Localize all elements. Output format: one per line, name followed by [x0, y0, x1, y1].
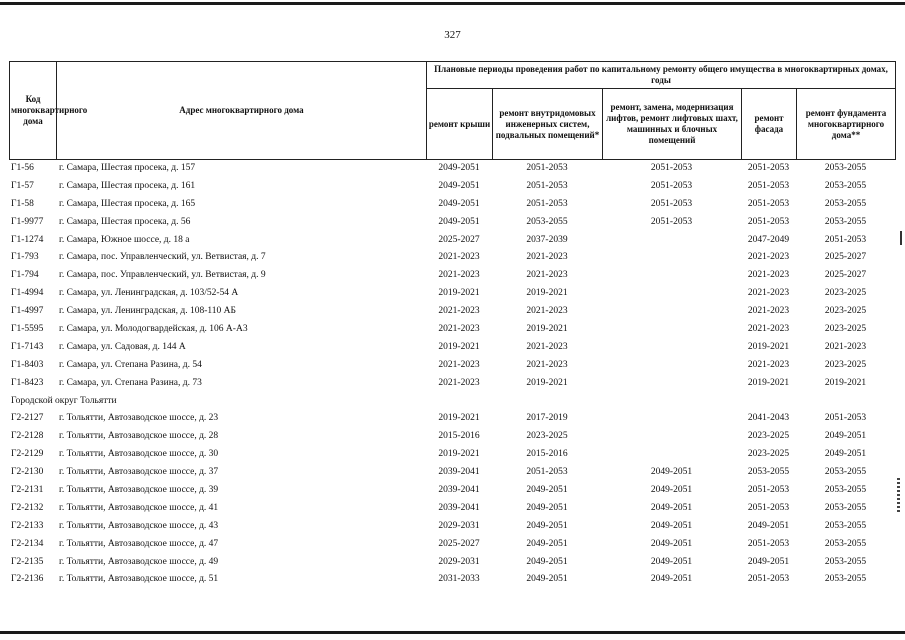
- cell-roof: 2039-2041: [438, 467, 480, 478]
- cell-systems: 2051-2053: [526, 467, 568, 478]
- group-title: Городской округ Тольятти: [11, 395, 117, 406]
- cell-address: г. Тольятти, Автозаводское шоссе, д. 47: [59, 538, 219, 549]
- cell-roof: 2021-2023: [438, 323, 480, 334]
- cell-facade: 2051-2053: [747, 484, 790, 495]
- table-body: [9, 159, 895, 588]
- cell-code: Г1-9977: [11, 216, 44, 227]
- cell-systems: 2021-2023: [526, 306, 568, 317]
- table-row: [9, 499, 895, 517]
- table-row: [9, 517, 895, 535]
- cell-facade: 2051-2053: [747, 574, 790, 585]
- cell-facade: 2023-2025: [747, 431, 790, 442]
- cell-foundation: 2049-2051: [824, 449, 867, 460]
- cell-foundation: 2021-2023: [824, 341, 867, 352]
- table-row: [9, 427, 895, 445]
- cell-code: Г1-793: [11, 252, 39, 263]
- cell-systems: 2049-2051: [526, 520, 568, 531]
- cell-code: Г1-5595: [11, 323, 44, 334]
- cell-elevators: [602, 266, 741, 284]
- cell-systems: 2023-2025: [526, 431, 568, 442]
- cell-roof: 2049-2051: [438, 216, 480, 227]
- table-header: [9, 61, 896, 160]
- cell-systems: 2019-2021: [526, 288, 568, 299]
- cell-roof: 2019-2021: [438, 288, 480, 299]
- cell-roof: 2021-2023: [438, 306, 480, 317]
- cell-systems: 2021-2023: [526, 252, 568, 263]
- cell-facade: 2021-2023: [747, 306, 790, 317]
- cell-foundation: 2053-2055: [824, 556, 867, 567]
- cell-code: Г1-4997: [11, 306, 44, 317]
- cell-foundation: 2053-2055: [824, 574, 867, 585]
- cell-elevators: [602, 320, 741, 338]
- cell-address: г. Самара, Шестая просека, д. 56: [59, 216, 191, 227]
- cell-address: г. Тольятти, Автозаводское шоссе, д. 23: [59, 413, 219, 424]
- table-row: [9, 374, 895, 392]
- cell-address: г. Самара, пос. Управленческий, ул. Ветвистая, д. 9: [59, 270, 266, 281]
- cell-systems: 2015-2016: [526, 449, 568, 460]
- cell-facade: 2053-2055: [747, 467, 790, 478]
- table-row: [9, 195, 895, 213]
- cell-address: г. Тольятти, Автозаводское шоссе, д. 51: [59, 574, 219, 585]
- cell-roof: 2049-2051: [438, 198, 480, 209]
- cell-facade: 2019-2021: [747, 377, 790, 388]
- cell-elevators: [602, 338, 741, 356]
- cell-address: г. Самара, ул. Садовая, д. 144 А: [59, 341, 186, 352]
- table-row: [9, 445, 895, 463]
- cell-code: Г1-56: [11, 162, 34, 173]
- cell-roof: 2021-2023: [438, 270, 480, 281]
- scan-edge-mark: [900, 231, 902, 245]
- cell-elevators: [602, 427, 741, 445]
- cell-systems: 2021-2023: [526, 341, 568, 352]
- cell-address: г. Тольятти, Автозаводское шоссе, д. 28: [59, 431, 219, 442]
- cell-roof: 2025-2027: [438, 234, 480, 245]
- cell-roof: 2019-2021: [438, 413, 480, 424]
- cell-code: Г2-2130: [11, 467, 44, 478]
- cell-facade: 2049-2051: [747, 520, 790, 531]
- cell-elevators: 2049-2051: [650, 467, 693, 478]
- cell-roof: 2025-2027: [438, 538, 480, 549]
- cell-code: Г1-7143: [11, 341, 44, 352]
- cell-elevators: 2051-2053: [650, 198, 693, 209]
- cell-systems: 2017-2019: [526, 413, 568, 424]
- cell-systems: 2019-2021: [526, 323, 568, 334]
- table-row: [9, 535, 895, 553]
- cell-code: Г1-1274: [11, 234, 44, 245]
- cell-systems: 2021-2023: [526, 270, 568, 281]
- cell-foundation: 2051-2053: [824, 413, 867, 424]
- cell-address: г. Самара, ул. Ленинградская, д. 103/52-54 А: [59, 288, 239, 299]
- cell-facade: 2051-2053: [747, 502, 790, 513]
- cell-address: г. Тольятти, Автозаводское шоссе, д. 49: [59, 556, 219, 567]
- cell-address: г. Самара, Шестая просека, д. 161: [59, 180, 196, 191]
- cell-facade: 2021-2023: [747, 270, 790, 281]
- cell-systems: 2049-2051: [526, 484, 568, 495]
- cell-elevators: [602, 445, 741, 463]
- cell-roof: 2015-2016: [438, 431, 480, 442]
- cell-foundation: 2019-2021: [824, 377, 867, 388]
- header-address: Адрес многоквартирного дома: [57, 62, 427, 160]
- cell-address: г. Самара, Шестая просека, д. 157: [59, 162, 196, 173]
- cell-address: г. Самара, Шестая просека, д. 165: [59, 198, 196, 209]
- cell-facade: 2021-2023: [747, 288, 790, 299]
- cell-foundation: 2023-2025: [824, 323, 867, 334]
- cell-elevators: [602, 231, 741, 249]
- cell-foundation: 2053-2055: [824, 520, 867, 531]
- table-row: [9, 302, 895, 320]
- cell-code: Г1-794: [11, 270, 39, 281]
- cell-systems: 2049-2051: [526, 556, 568, 567]
- cell-foundation: 2053-2055: [824, 502, 867, 513]
- cell-code: Г2-2128: [11, 431, 44, 442]
- page-number: 327: [444, 29, 461, 41]
- cell-address: г. Тольятти, Автозаводское шоссе, д. 30: [59, 449, 219, 460]
- cell-facade: 2023-2025: [747, 449, 790, 460]
- cell-facade: 2051-2053: [747, 162, 790, 173]
- cell-code: Г1-58: [11, 198, 34, 209]
- header-facade: ремонт фасада: [742, 89, 797, 160]
- cell-code: Г2-2136: [11, 574, 44, 585]
- scan-edge-dots: [897, 478, 900, 514]
- header-periods-group: Плановые периоды проведения работ по капитальному ремонту общего имущества в многоквартирных домах, годы: [427, 62, 896, 89]
- cell-foundation: 2023-2025: [824, 306, 867, 317]
- cell-elevators: [602, 248, 741, 266]
- cell-roof: 2049-2051: [438, 180, 480, 191]
- cell-systems: 2019-2021: [526, 377, 568, 388]
- cell-address: г. Тольятти, Автозаводское шоссе, д. 41: [59, 502, 219, 513]
- cell-facade: 2021-2023: [747, 359, 790, 370]
- cell-systems: 2051-2053: [526, 162, 568, 173]
- cell-foundation: 2053-2055: [824, 198, 867, 209]
- top-rule: [0, 2, 905, 5]
- table-row: [9, 463, 895, 481]
- cell-elevators: [602, 356, 741, 374]
- cell-facade: 2021-2023: [747, 323, 790, 334]
- cell-elevators: 2049-2051: [650, 556, 693, 567]
- table-row: [9, 159, 895, 177]
- header-roof: ремонт крыши: [427, 89, 493, 160]
- cell-code: Г2-2133: [11, 520, 44, 531]
- cell-foundation: 2053-2055: [824, 216, 867, 227]
- table-row: [9, 553, 895, 571]
- cell-systems: 2049-2051: [526, 538, 568, 549]
- header-code: Код многоквартирного дома: [10, 62, 57, 160]
- cell-elevators: 2051-2053: [650, 180, 693, 191]
- cell-systems: 2051-2053: [526, 180, 568, 191]
- cell-code: Г1-4994: [11, 288, 44, 299]
- table-row: [9, 213, 895, 231]
- data-table: [9, 159, 895, 588]
- cell-elevators: 2049-2051: [650, 538, 693, 549]
- cell-roof: 2029-2031: [438, 556, 480, 567]
- cell-address: г. Самара, ул. Степана Разина, д. 73: [59, 377, 202, 388]
- cell-foundation: 2053-2055: [824, 467, 867, 478]
- cell-foundation: 2025-2027: [824, 252, 867, 263]
- cell-foundation: 2053-2055: [824, 538, 867, 549]
- cell-roof: 2039-2041: [438, 484, 480, 495]
- cell-foundation: 2023-2025: [824, 359, 867, 370]
- cell-code: Г2-2129: [11, 449, 44, 460]
- cell-elevators: 2051-2053: [650, 216, 693, 227]
- cell-address: г. Тольятти, Автозаводское шоссе, д. 39: [59, 484, 219, 495]
- table-row: [9, 284, 895, 302]
- cell-foundation: 2053-2055: [824, 162, 867, 173]
- cell-roof: 2021-2023: [438, 359, 480, 370]
- cell-code: Г1-8403: [11, 359, 44, 370]
- cell-systems: 2049-2051: [526, 502, 568, 513]
- cell-facade: 2051-2053: [747, 216, 790, 227]
- header-foundation: ремонт фундамента многоквартирного дома**: [797, 89, 896, 160]
- cell-roof: 2021-2023: [438, 252, 480, 263]
- cell-code: Г1-57: [11, 180, 34, 191]
- cell-elevators: 2049-2051: [650, 484, 693, 495]
- cell-elevators: 2049-2051: [650, 502, 693, 513]
- cell-facade: 2047-2049: [747, 234, 790, 245]
- cell-foundation: 2023-2025: [824, 288, 867, 299]
- cell-code: Г2-2135: [11, 556, 44, 567]
- cell-systems: 2021-2023: [526, 359, 568, 370]
- table-row: [9, 409, 895, 427]
- header-elevators: ремонт, замена, модернизация лифтов, ремонт лифтовых шахт, машинных и блочных помещений: [603, 89, 742, 160]
- cell-facade: 2051-2053: [747, 198, 790, 209]
- cell-address: г. Самара, пос. Управленческий, ул. Ветвистая, д. 7: [59, 252, 266, 263]
- cell-address: г. Самара, Южное шоссе, д. 18 а: [59, 234, 190, 245]
- table-row: [9, 266, 895, 284]
- cell-facade: 2041-2043: [747, 413, 790, 424]
- cell-code: Г2-2131: [11, 484, 44, 495]
- table-group-row: [9, 392, 895, 410]
- cell-address: г. Самара, ул. Молодогвардейская, д. 106 А-А3: [59, 323, 248, 334]
- cell-elevators: [602, 374, 741, 392]
- table-row: [9, 356, 895, 374]
- cell-facade: 2051-2053: [747, 538, 790, 549]
- cell-facade: 2021-2023: [747, 252, 790, 263]
- cell-foundation: 2053-2055: [824, 484, 867, 495]
- cell-facade: 2051-2053: [747, 180, 790, 191]
- cell-code: Г2-2132: [11, 502, 44, 513]
- table-row: [9, 570, 895, 588]
- cell-address: г. Тольятти, Автозаводское шоссе, д. 37: [59, 467, 219, 478]
- cell-roof: 2039-2041: [438, 502, 480, 513]
- table-row: [9, 231, 895, 249]
- bottom-rule: [0, 631, 905, 634]
- header-systems: ремонт внутридомовых инженерных систем, подвальных помещений*: [493, 89, 603, 160]
- table-row: [9, 338, 895, 356]
- table-row: [9, 481, 895, 499]
- table-row: [9, 320, 895, 338]
- cell-foundation: 2025-2027: [824, 270, 867, 281]
- cell-foundation: 2049-2051: [824, 431, 867, 442]
- cell-roof: 2019-2021: [438, 449, 480, 460]
- cell-facade: 2019-2021: [747, 341, 790, 352]
- cell-address: г. Тольятти, Автозаводское шоссе, д. 43: [59, 520, 219, 531]
- cell-address: г. Самара, ул. Ленинградская, д. 108-110 АБ: [59, 306, 236, 317]
- cell-elevators: [602, 302, 741, 320]
- cell-elevators: 2049-2051: [650, 520, 693, 531]
- cell-systems: 2037-2039: [526, 234, 568, 245]
- cell-elevators: 2051-2053: [650, 162, 693, 173]
- cell-code: Г2-2127: [11, 413, 44, 424]
- table-row: [9, 248, 895, 266]
- table-row: [9, 177, 895, 195]
- cell-roof: 2031-2033: [438, 574, 480, 585]
- cell-foundation: 2051-2053: [824, 234, 867, 245]
- cell-roof: 2029-2031: [438, 520, 480, 531]
- cell-systems: 2053-2055: [526, 216, 568, 227]
- cell-systems: 2049-2051: [526, 574, 568, 585]
- cell-code: Г1-8423: [11, 377, 44, 388]
- cell-roof: 2049-2051: [438, 162, 480, 173]
- cell-elevators: [602, 409, 741, 427]
- cell-facade: 2049-2051: [747, 556, 790, 567]
- cell-elevators: 2049-2051: [650, 574, 693, 585]
- cell-roof: 2019-2021: [438, 341, 480, 352]
- cell-foundation: 2053-2055: [824, 180, 867, 191]
- cell-code: Г2-2134: [11, 538, 44, 549]
- cell-address: г. Самара, ул. Степана Разина, д. 54: [59, 359, 202, 370]
- cell-roof: 2021-2023: [438, 377, 480, 388]
- cell-systems: 2051-2053: [526, 198, 568, 209]
- cell-elevators: [602, 284, 741, 302]
